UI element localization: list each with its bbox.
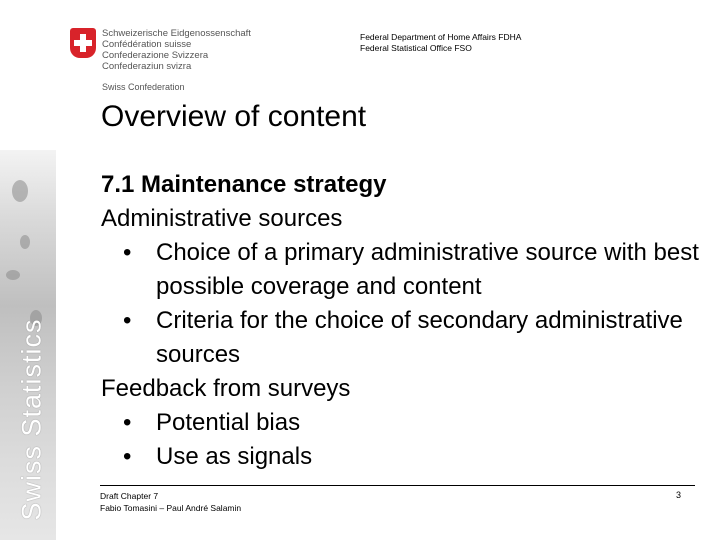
list-item-text: Use as signals <box>156 443 313 470</box>
page-number: 3 <box>676 490 682 500</box>
department-name: Federal Department of Home Affairs FDHA <box>360 32 522 42</box>
office-name: Federal Statistical Office FSO <box>360 43 472 53</box>
confederation-english: Swiss Confederation <box>102 82 185 92</box>
confederation-line: Confederaziun svizra <box>102 61 192 72</box>
bullet-icon: • <box>123 307 132 334</box>
group-heading: Administrative sources <box>101 205 343 232</box>
photo-figure <box>12 180 28 202</box>
sidebar-label: Swiss Statistics <box>16 318 47 521</box>
slide-content <box>101 168 701 474</box>
bullet-icon: • <box>123 239 132 266</box>
photo-figure <box>20 235 30 249</box>
bullet-icon: • <box>123 409 132 436</box>
list-item <box>101 236 701 304</box>
bullet-icon: • <box>123 443 132 470</box>
confederation-line: Schweizerische Eidgenossenschaft <box>102 28 251 39</box>
group-heading: Feedback from surveys <box>101 375 351 402</box>
swiss-cross-icon <box>70 28 96 58</box>
confederation-line: Confederazione Svizzera <box>102 50 209 61</box>
confederation-names <box>102 28 251 72</box>
list-item <box>101 440 701 474</box>
slide-title: Overview of content <box>101 100 367 133</box>
list-item-text: Choice of a primary administrative source with best possible coverage and content <box>156 239 699 300</box>
footer-chapter: Draft Chapter 7 <box>100 491 159 501</box>
footer-authors: Fabio Tomasini – Paul André Salamin <box>100 503 242 513</box>
list-item-text: Potential bias <box>156 409 301 436</box>
section-heading: 7.1 Maintenance strategy <box>101 171 387 198</box>
photo-figure <box>6 270 20 280</box>
list-item <box>101 304 701 372</box>
list-item <box>101 406 701 440</box>
list-item-text: Criteria for the choice of secondary administrative sources <box>156 307 683 368</box>
department-info <box>360 32 521 54</box>
footer-divider <box>100 485 695 486</box>
footer-info <box>100 490 241 514</box>
confederation-line: Confédération suisse <box>102 39 192 50</box>
